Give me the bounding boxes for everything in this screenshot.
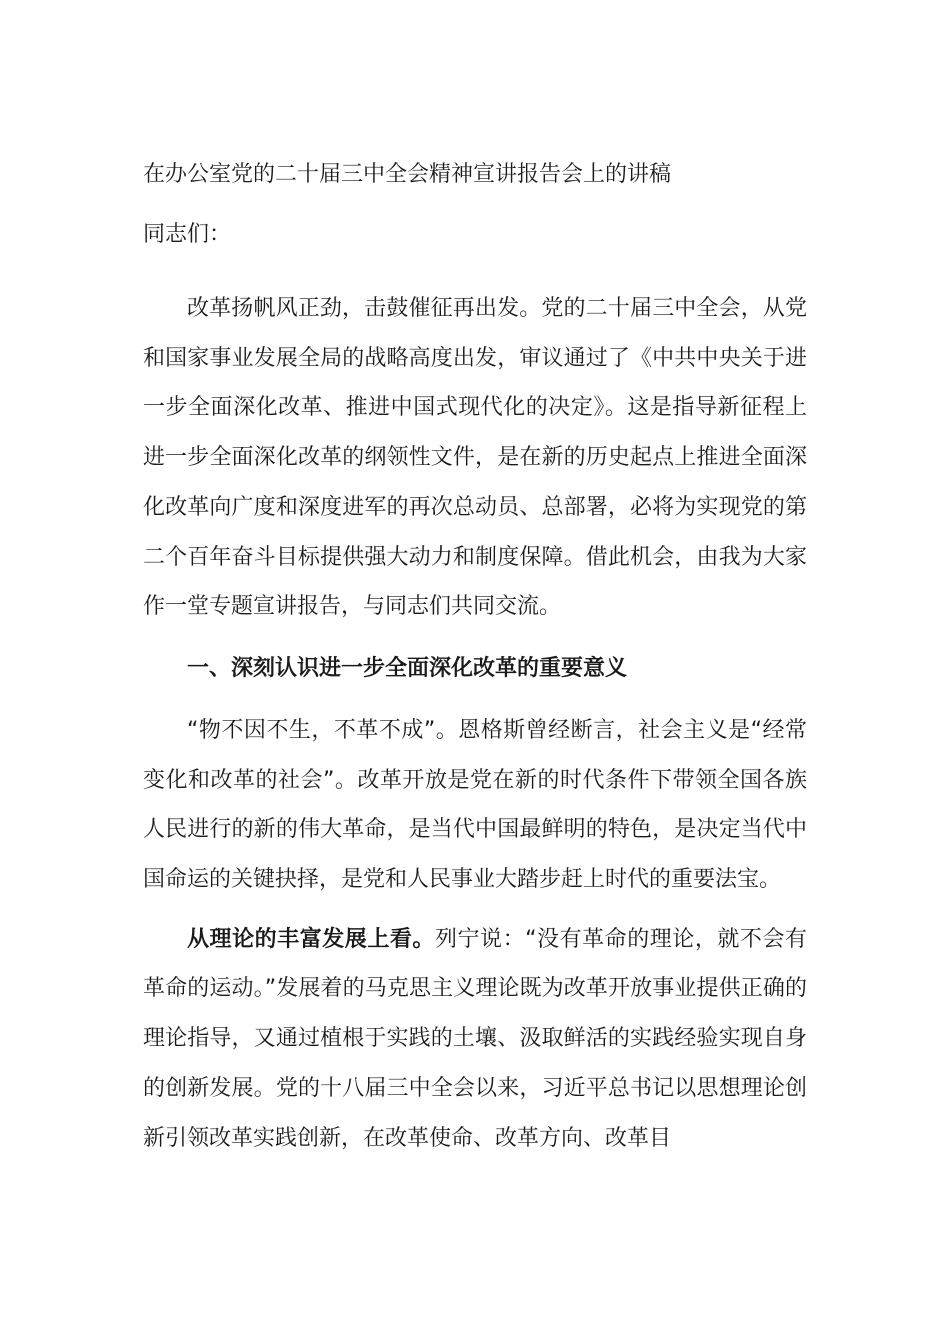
- document-title: 在办公室党的二十届三中全会精神宣讲报告会上的讲稿: [143, 162, 672, 187]
- paragraph-theory-text: 列宁说：“没有革命的理论，就不会有革命的运动。”发展着的马克思主义理论既为改革开放事业提供正确的理论指导，又通过植根于实践的土壤、汲取鲜活的实践经验实现自身的创新发展。党的十八届三中全会以来，习近平总书记以思想理论创新引领改革实践创新，在改革使命、改革方向、改革目: [143, 926, 807, 1151]
- greeting: 同志们：: [143, 222, 232, 247]
- document-body: [143, 150, 807, 1163]
- paragraph-theory: [143, 915, 807, 1164]
- paragraph-significance: “物不因不生，不革不成”。恩格斯曾经断言，社会主义是“经常变化和改革的社会”。改革开放是党在新的时代条件下带领全国各族人民进行的新的伟大革命，是当代中国最鲜明的特色，是决定当代中国命运的关键抉择，是党和人民事业大踏步赶上时代的重要法宝。: [143, 717, 807, 893]
- section-heading-1: 一、深刻认识进一步全面深化改革的重要意义: [187, 655, 628, 681]
- paragraph-lead: 从理论的丰富发展上看。: [187, 926, 435, 952]
- paragraph-intro: 改革扬帆风正劲，击鼓催征再出发。党的二十届三中全会，从党和国家事业发展全局的战略高度出发，审议通过了《中共中央关于进一步全面深化改革、推进中国式现代化的决定》。这是指导新征程上进一步全面深化改革的纲领性文件，是在新的历史起点上推进全面深化改革向广度和深度进军的再次总动员、总部署，必将为实现党的第二个百年奋斗目标提供强大动力和制度保障。借此机会，由我为大家作一堂专题宣讲报告，与同志们共同交流。: [143, 296, 807, 620]
